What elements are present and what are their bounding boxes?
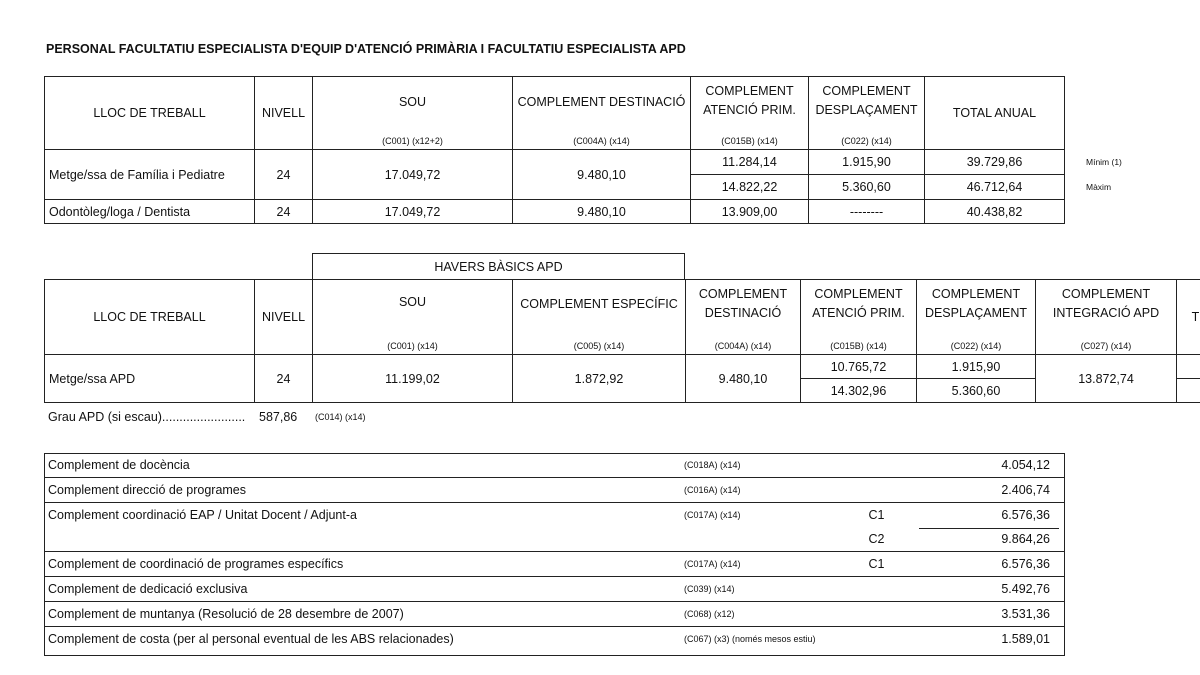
header-desplacament-line1: COMPLEMENT: [931, 287, 1021, 301]
row-destinacio: 9.480,10: [686, 355, 801, 403]
complement-value: 4.054,12: [1001, 458, 1050, 472]
row-atencio-min: 11.284,14: [691, 150, 809, 175]
complement-sub: [834, 478, 919, 503]
salary-table-apd: [44, 279, 1200, 403]
row-lloc: Metge/ssa de Família i Pediatre: [45, 150, 255, 200]
header-lloc: LLOC DE TREBALL: [45, 280, 255, 355]
table-row: [45, 355, 1200, 379]
row-nivell: 24: [255, 150, 313, 200]
table-row: [44, 453, 1064, 478]
table-row: [45, 200, 1065, 224]
complement-sub: [834, 627, 919, 652]
complement-value: 6.576,36: [1001, 557, 1050, 571]
table-row: [44, 527, 1064, 552]
row-destinacio: 9.480,10: [513, 200, 691, 224]
header-atencio-line2: ATENCIÓ PRIM.: [703, 103, 796, 117]
header-sou: [313, 77, 513, 150]
header-destinacio-code: (C004A) (x14): [714, 341, 772, 351]
row-atencio-max: 14.302,96: [801, 379, 917, 403]
header-desplacament-code: (C022) (x14): [950, 341, 1002, 351]
header-especific-label: COMPLEMENT ESPECÍFIC: [520, 297, 678, 311]
row-nivell: 24: [255, 355, 313, 403]
complement-value: 5.492,76: [1001, 582, 1050, 596]
header-desplacament: [809, 77, 925, 150]
row-desplacament-max: 5.360,60: [917, 379, 1036, 403]
grau-apd-label: Grau APD (si escau)........................: [48, 410, 246, 424]
header-integracio-line2: INTEGRACIÓ APD: [1052, 306, 1160, 320]
table-row: [44, 627, 1064, 652]
complement-value: 3.531,36: [1001, 607, 1050, 621]
row-cut-cell: [1177, 355, 1200, 379]
header-desplacament-line2: DESPLAÇAMENT: [815, 103, 918, 117]
header-destinacio-line2: DESTINACIÓ: [704, 306, 782, 320]
header-especific-code: (C005) (x14): [573, 341, 625, 351]
row-lloc: Odontòleg/loga / Dentista: [45, 200, 255, 224]
row-cut-cell: [1177, 379, 1200, 403]
complement-label: Complement coordinació EAP / Unitat Docent / Adjunt-a: [48, 508, 357, 522]
havers-basics-label: HAVERS BÀSICS APD: [313, 254, 685, 280]
complement-sub: C1: [868, 557, 885, 571]
side-note-minim: Mínim (1): [1086, 157, 1122, 167]
header-sou-code: (C001) (x14): [387, 341, 438, 351]
complement-label: Complement de dedicació exclusiva: [48, 582, 248, 596]
row-destinacio: 9.480,10: [513, 150, 691, 200]
table-row: [44, 478, 1064, 503]
row-nivell: 24: [255, 200, 313, 224]
grau-apd-value: 587,86: [259, 410, 298, 424]
row-total-max: 46.712,64: [925, 175, 1065, 200]
header-destinacio: [513, 77, 691, 150]
c1-c2-divider: [919, 528, 1059, 529]
table-row: [44, 577, 1064, 602]
row-desplacament-min: 1.915,90: [809, 150, 925, 175]
grau-apd-code: (C014) (x14): [315, 412, 366, 422]
header-destinacio-code: (C004A) (x14): [573, 136, 630, 146]
row-lloc: Metge/ssa APD: [45, 355, 255, 403]
row-sou: 17.049,72: [313, 150, 513, 200]
complements-table: [44, 453, 1064, 651]
table-row: [45, 150, 1065, 175]
complement-label: Complement de muntanya (Resolució de 28 desembre de 2007): [48, 607, 404, 621]
complement-code: (C018A) (x14): [684, 460, 741, 470]
header-destinacio: [686, 280, 801, 355]
header-atencio-line2: ATENCIÓ PRIM.: [812, 306, 905, 320]
complement-code: (C039) (x14): [684, 584, 735, 594]
header-atencio-line1: COMPLEMENT: [705, 84, 794, 98]
row-especific: 1.872,92: [513, 355, 686, 403]
header-desplacament-line1: COMPLEMENT: [822, 84, 911, 98]
header-especific: [513, 280, 686, 355]
header-atencio-code: (C015B) (x14): [721, 136, 778, 146]
table-row: [44, 602, 1064, 627]
header-atencio: [691, 77, 809, 150]
table1-header-row: [45, 77, 1065, 150]
complement-label: Complement de coordinació de programes específics: [48, 557, 344, 571]
row-total: 40.438,82: [925, 200, 1065, 224]
row-integracio: 13.872,74: [1036, 355, 1177, 403]
header-desplacament: [917, 280, 1036, 355]
complement-code: [684, 527, 834, 552]
complement-sub: [834, 453, 919, 478]
complement-value: 1.589,01: [1001, 632, 1050, 646]
complement-label: [44, 527, 684, 552]
header-desplacament-line2: DESPLAÇAMENT: [924, 306, 1028, 320]
header-atencio-line1: COMPLEMENT: [814, 287, 903, 301]
complement-code: (C017A) (x14): [684, 559, 741, 569]
side-note-maxim: Màxim: [1086, 182, 1112, 192]
complement-label: Complement de costa (per al personal eventual de les ABS relacionades): [48, 632, 454, 646]
header-desplacament-code: (C022) (x14): [841, 136, 892, 146]
row-atencio-max: 14.822,22: [691, 175, 809, 200]
complement-sub: C2: [868, 532, 885, 546]
complement-sub: [834, 577, 919, 602]
header-sou: [313, 280, 513, 355]
table2-header-row: [45, 280, 1200, 355]
row-sou: 11.199,02: [313, 355, 513, 403]
header-atencio-code: (C015B) (x14): [830, 341, 887, 351]
header-sou-label: SOU: [398, 295, 427, 309]
header-sou-label: SOU: [398, 95, 427, 109]
header-total: TOTAL ANUAL: [925, 77, 1065, 150]
complement-sub: C1: [868, 508, 885, 522]
header-nivell: NIVELL: [255, 77, 313, 150]
table-row: [44, 552, 1064, 577]
header-destinacio-line1: COMPLEMENT: [698, 287, 788, 301]
header-integracio-code: (C027) (x14): [1080, 341, 1132, 351]
complement-code: (C068) (x12): [684, 609, 735, 619]
complement-label: Complement direcció de programes: [48, 483, 247, 497]
complement-value: 2.406,74: [1001, 483, 1050, 497]
header-nivell: NIVELL: [255, 280, 313, 355]
row-desplacament: --------: [809, 200, 925, 224]
row-desplacament-min: 1.915,90: [917, 355, 1036, 379]
complement-label: Complement de docència: [48, 458, 190, 472]
havers-group-header: [312, 253, 685, 280]
complement-value: 9.864,26: [1001, 532, 1050, 546]
row-atencio: 13.909,00: [691, 200, 809, 224]
header-integracio-line1: COMPLEMENT: [1061, 287, 1151, 301]
salary-table-eap: [44, 76, 1065, 224]
header-lloc: LLOC DE TREBALL: [45, 77, 255, 150]
complement-sub: [834, 602, 919, 627]
header-cut-column: T: [1177, 280, 1200, 355]
table-row: [44, 503, 1064, 528]
row-desplacament-max: 5.360,60: [809, 175, 925, 200]
complement-code: (C017A) (x14): [684, 510, 741, 520]
complement-value: 6.576,36: [1001, 508, 1050, 522]
complement-code: (C016A) (x14): [684, 485, 741, 495]
header-atencio: [801, 280, 917, 355]
page-title: PERSONAL FACULTATIU ESPECIALISTA D'EQUIP D'ATENCIÓ PRIMÀRIA I FACULTATIU ESPECIALISTA APD: [46, 42, 686, 56]
row-atencio-min: 10.765,72: [801, 355, 917, 379]
header-sou-code: (C001) (x12+2): [382, 136, 443, 146]
header-integracio: [1036, 280, 1177, 355]
header-destinacio-label: COMPLEMENT DESTINACIÓ: [517, 95, 686, 109]
row-sou: 17.049,72: [313, 200, 513, 224]
complement-code: (C067) (x3) (només mesos estiu): [684, 634, 816, 644]
row-total-min: 39.729,86: [925, 150, 1065, 175]
